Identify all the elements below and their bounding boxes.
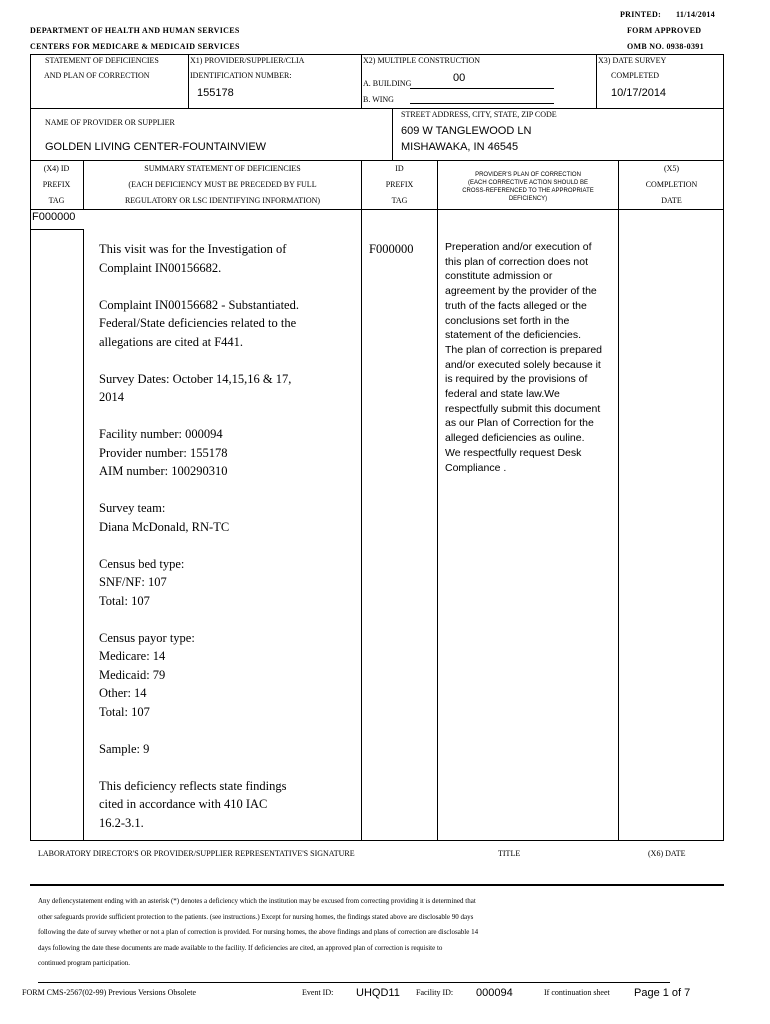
x5-header-3: DATE bbox=[661, 196, 682, 205]
id-header-3: TAG bbox=[391, 196, 408, 205]
provider-id-number: 155178 bbox=[197, 87, 234, 99]
summary-header-2: (EACH DEFICIENCY MUST BE PRECEDED BY FULL bbox=[128, 180, 317, 189]
tag-prefix-middle: F000000 bbox=[369, 242, 414, 256]
signature-label: LABORATORY DIRECTOR'S OR PROVIDER/SUPPLIER REPRESENTATIVE'S SIGNATURE bbox=[38, 849, 355, 858]
footer-rule bbox=[38, 982, 670, 983]
x5-header-1: (X5) bbox=[663, 164, 680, 173]
plan-header-3: CROSS-REFERENCED TO THE APPROPRIATE bbox=[462, 188, 594, 194]
signature-divider bbox=[30, 884, 724, 886]
footnote-line-4: days following the date these documents are made available to the facility. If deficiencies are cited, an approved plan of correction is requisite to bbox=[38, 943, 443, 952]
provider-row bbox=[30, 108, 724, 161]
address-line-1: 609 W TANGLEWOOD LN bbox=[401, 125, 532, 137]
id-header-1: ID bbox=[395, 164, 404, 173]
address-line-2: MISHAWAKA, IN 46545 bbox=[401, 141, 519, 153]
footnote-line-1: Any defiencystatement ending with an asterisk (*) denotes a deficiency which the institution may be excused from correcting providing it is determined that bbox=[38, 897, 476, 905]
summary-statement: This visit was for the Investigation of Complaint IN00156682. Complaint IN00156682 - Substantiated. Federal/State deficiencies related to the allegations are cited at F441. Survey Dates: October 14,15,16 & 17, 2014 Facility number: 000094 Provider number: 155178 AIM number: 100290310 Survey team: Diana McDonald, RN-TC Census bed type: SNF/NF: 107 Total: 107 Census payor type: Medicare: 14 Medicaid: 79 Other: 14 Total: 107 Sample: 9 This deficiency reflects state findings cited in accordance with 410 IAC 16.2-3.1. bbox=[99, 242, 299, 830]
form-number: FORM CMS-2567(02-99) Previous Versions Obsolete bbox=[22, 988, 197, 997]
x1-label-2: IDENTIFICATION NUMBER: bbox=[190, 71, 292, 80]
statement-label-1: STATEMENT OF DEFICIENCIES bbox=[45, 56, 159, 65]
department-title: DEPARTMENT OF HEALTH AND HUMAN SERVICES bbox=[30, 26, 240, 35]
event-id-label: Event ID: bbox=[302, 988, 334, 997]
building-label: A. BUILDING bbox=[363, 79, 412, 88]
x4-header-3: TAG bbox=[48, 196, 65, 205]
disclosure-footnote bbox=[38, 894, 728, 972]
x3-label-2: COMPLETED bbox=[611, 71, 659, 80]
x2-label: X2) MULTIPLE CONSTRUCTION bbox=[363, 56, 481, 65]
x5-header-2: COMPLETION bbox=[645, 180, 698, 189]
x4-header-1: (X4) ID bbox=[43, 164, 70, 173]
survey-completed-date: 10/17/2014 bbox=[611, 87, 667, 99]
printed-date: 11/14/2014 bbox=[676, 10, 716, 19]
plan-header-1: PROVIDER'S PLAN OF CORRECTION bbox=[475, 172, 581, 178]
footnote-line-2: other safeguards provide sufficient protection to the patients. (see instructions.) Except for nursing homes, the findings stated above are disclosable 90 days bbox=[38, 912, 474, 921]
id-header-2: PREFIX bbox=[385, 180, 414, 189]
provider-name-label: NAME OF PROVIDER OR SUPPLIER bbox=[45, 118, 175, 127]
summary-header-1: SUMMARY STATEMENT OF DEFICIENCIES bbox=[144, 164, 301, 173]
continuation-label: If continuation sheet bbox=[544, 988, 610, 997]
title-label: TITLE bbox=[498, 849, 521, 858]
facility-id-label: Facility ID: bbox=[416, 988, 454, 997]
wing-label: B. WING bbox=[363, 95, 394, 104]
omb-number: OMB NO. 0938-0391 bbox=[627, 42, 704, 51]
plan-header-4: DEFICIENCY) bbox=[508, 196, 548, 202]
x4-header-2: PREFIX bbox=[42, 180, 71, 189]
x1-label-1: X1) PROVIDER/SUPPLIER/CLIA bbox=[190, 56, 305, 65]
footnote-line-5: continued program participation. bbox=[38, 959, 130, 967]
page-number: Page 1 of 7 bbox=[634, 987, 691, 999]
event-id-value: UHQD11 bbox=[356, 987, 400, 999]
summary-header-3: REGULATORY OR LSC IDENTIFYING INFORMATION) bbox=[124, 196, 321, 205]
plan-of-correction: Preperation and/or execution of this plan of correction does not constitute admission or agreement by the provider of the truth of the facts alleged or the conclusions set forth in the statement of the deficiencies. The plan of correction is prepared and/or executed solely because it is required by the provisions of federal and state law.We respectfully submit this document as our Plan of Correction for the alleged deficiencies as ouline. We respectfully request Desk Compliance . bbox=[445, 241, 603, 474]
address-label: STREET ADDRESS, CITY, STATE, ZIP CODE bbox=[401, 110, 557, 119]
printed-label: PRINTED: bbox=[620, 10, 662, 19]
x3-label-1: X3) DATE SURVEY bbox=[598, 56, 667, 65]
footnote-line-3: following the date of survey whether or not a plan of correction is provided. For nursing homes, the above findings and plans of correction are disclosable 14 bbox=[38, 928, 479, 936]
building-value: 00 bbox=[453, 72, 466, 84]
provider-name: GOLDEN LIVING CENTER-FOUNTAINVIEW bbox=[45, 141, 267, 153]
tag-prefix-left: F000000 bbox=[32, 211, 76, 223]
centers-title: CENTERS FOR MEDICARE & MEDICAID SERVICES bbox=[30, 42, 240, 51]
x6-date-label: (X6) DATE bbox=[648, 849, 686, 858]
plan-header-2: (EACH CORRECTIVE ACTION SHOULD BE bbox=[467, 180, 589, 186]
form-approved: FORM APPROVED bbox=[627, 26, 702, 35]
statement-label-2: AND PLAN OF CORRECTION bbox=[44, 71, 150, 80]
facility-id-value: 000094 bbox=[476, 987, 513, 999]
